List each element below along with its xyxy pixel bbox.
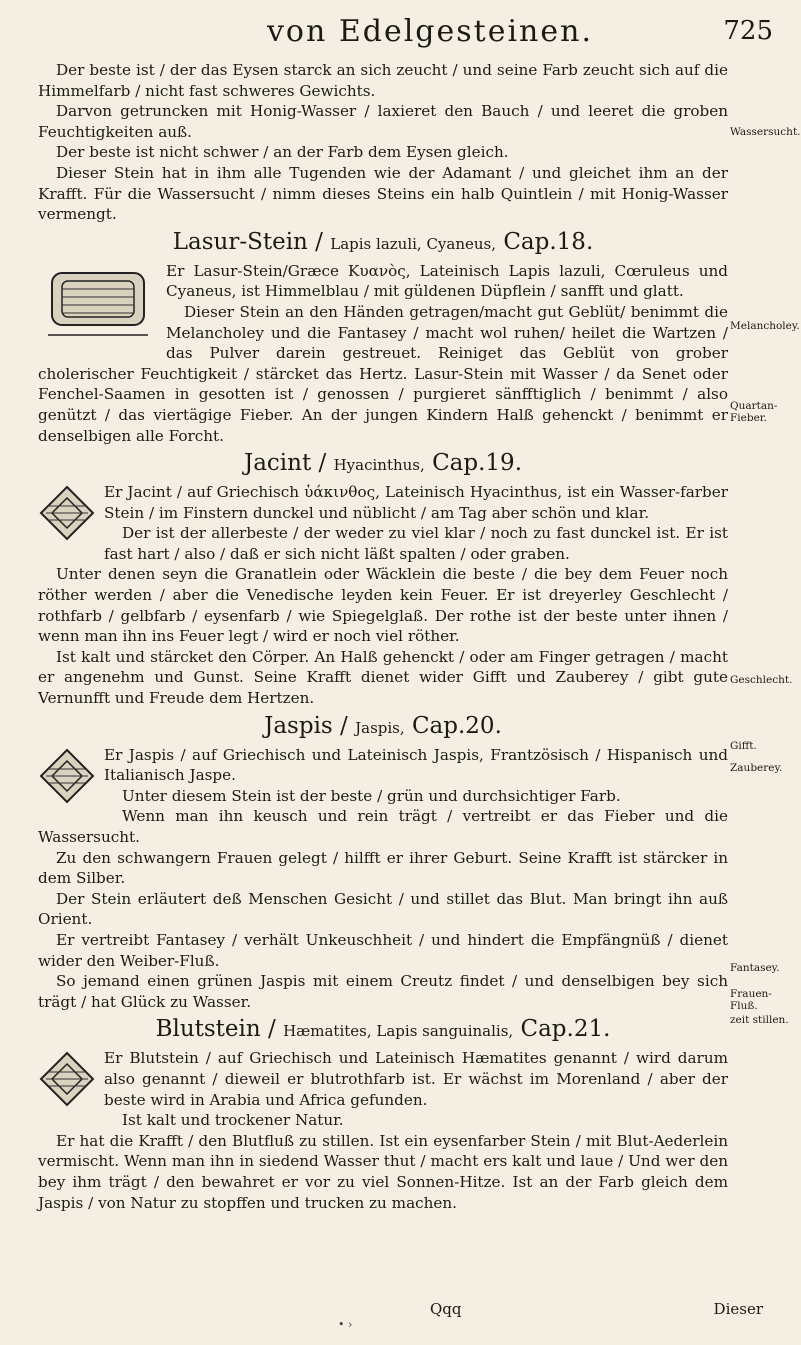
margin-note: Gifft. [730, 740, 757, 752]
paragraph: Er Lasur-Stein/Græce Κυανὸς, Lateinisch Lapis lazuli, Cœruleus und Cyaneus, ist Himmelblau / mit güldenen Düpflein / sanfft und glatt. [166, 261, 728, 301]
text-body [38, 60, 728, 1213]
paragraph: Er vertreibt Fantasey / verhält Unkeuschheit / und hindert die Empfängnüß / dienet wider den Weiber-Fluß. [38, 930, 728, 970]
chapter-title: Jaspis / [264, 712, 348, 739]
paragraph: Er Jaspis / auf Griechisch und Lateinisch Jaspis, Frantzösisch / Hispanisch und Italianisch Jaspe. [104, 745, 728, 785]
running-head: von Edelgesteinen. [266, 14, 593, 49]
chapter-number: Cap.19. [432, 450, 523, 477]
ink-smudge: • › [338, 1318, 353, 1331]
paragraph: Er Jacint / auf Griechisch ὑάκινθος, Lateinisch Hyacinthus, ist ein Wasser-farber Stein / im Finstern dunckel und nüblicht / am Tag aber schön und klar. [104, 483, 728, 522]
hyacinth-gem-illustration-icon [38, 484, 96, 542]
catchword: Dieser [713, 1300, 763, 1318]
paragraph: Wenn man ihn keusch und rein trägt / vertreibt er das Fieber und die Wassersucht. [38, 807, 728, 846]
paragraph: Der Stein erläutert deß Menschen Gesicht / und stillet das Blut. Man bringt ihn auß Orient. [38, 889, 728, 929]
margin-note: Geschlecht. [730, 674, 793, 686]
paragraph: Der beste ist nicht schwer / an der Farb dem Eysen gleich. [56, 143, 509, 162]
chapter-heading-18 [38, 228, 728, 258]
chapter-latin-name: Hæmatites, Lapis sanguinalis, [283, 1022, 514, 1041]
margin-note: Fantasey. [730, 962, 780, 974]
paragraph: Unter denen seyn die Granatlein oder Wäcklein die beste / die bey dem Feuer noch röther werden / aber die Venedische leyden kein Feuer. Er ist dreyerley Geschlecht / rothfarb / gelbfarb / eysenfarb / wie Spiegelglaß. Der rothe ist der beste unter ihnen / wenn man ihn ins Feuer legt / wird er noch viel röther. [38, 565, 728, 646]
margin-note: Wassersucht. [730, 126, 801, 138]
chapter-title: Lasur-Stein / [172, 228, 323, 255]
paragraph: Der beste ist / der das Eysen starck an sich zeucht / und seine Farb zeucht sich auf die Himmelfarb / nicht fast schweres Gewichts. [38, 61, 728, 100]
chapter-number: Cap.18. [503, 228, 594, 255]
chapter-number: Cap.20. [411, 712, 502, 739]
margin-note: Frauen-Fluß. [730, 988, 772, 1012]
chapter-latin-name: Lapis lazuli, Cyaneus, [330, 234, 497, 253]
page-footer [0, 1300, 801, 1330]
margin-note: zeit stillen. [730, 1014, 789, 1026]
paragraph: Er hat die Krafft / den Blutfluß zu stillen. Ist ein eysenfarber Stein / mit Blut-Aederlein vermischt. Wenn man ihn in siedend Wasser thut / macht ers kalt und laue / Und wer den bey ihm trägt / den bewahret er vor zu viel Sonnen-Hitze. Ist an der Farb gleich dem Jaspis / von Natur zu stopffen und trucken zu machen. [38, 1131, 728, 1212]
paragraph: Zu den schwangern Frauen gelegt / hilfft er ihrer Geburt. Seine Krafft ist stärcker in dem Silber. [38, 848, 728, 888]
chapter-latin-name: Jaspis, [355, 718, 405, 737]
signature-mark: Qqq [430, 1300, 462, 1318]
margin-note: Melancholey. [730, 320, 800, 332]
margin-note: Quartan-Fieber. [730, 400, 778, 424]
lapis-lazuli-illustration-icon [38, 263, 158, 345]
chapter-heading-20 [38, 712, 728, 742]
paragraph: Ist kalt und trockener Natur. [122, 1111, 344, 1130]
jasper-gem-illustration-icon [38, 747, 96, 805]
paragraph: Ist kalt und stärcket den Cörper. An Halß gehenckt / oder am Finger getragen / macht er angenehm und Gunst. Seine Krafft dienet wider Gifft und Zauberey / gibt gute Vernunfft und Freude dem Hertzen. [38, 647, 728, 708]
chapter-heading-19 [38, 449, 728, 479]
paragraph: Unter diesem Stein ist der beste / grün und durchsichtiger Farb. [122, 786, 621, 805]
page-number: 725 [723, 16, 773, 46]
paragraph: Dieser Stein an den Händen getragen/macht gut Geblüt/ benimmt die Melancholey und die Fantasey / macht wol ruhen/ heilet die Wartzen / das Pulver darein gestreuet. Reiniget das Geblüt von grober cholerischer Feuchtigkeit / stärcket das Hertz. Lasur-Stein mit Wasser / da Senet oder Fenchel-Saamen in gesotten ist / genossen / purgieret sänfftiglich / benimmt / also genützt / das viertägige Fieber. An der jungen Kindern Halß gehenckt / benimmt er denselbigen alle Forcht. [38, 302, 728, 445]
chapter-heading-21 [38, 1015, 728, 1045]
paragraph: Dieser Stein hat in ihm alle Tugenden wie der Adamant / und gleichet ihm an der Krafft. Für die Wassersucht / nimm dieses Steins ein halb Quintlein / mit Honig-Wasser vermengt. [38, 163, 728, 224]
chapter-latin-name: Hyacinthus, [333, 456, 425, 475]
margin-note: Zauberey. [730, 762, 783, 774]
bloodstone-gem-illustration-icon [38, 1050, 96, 1108]
paragraph: Der ist der allerbeste / der weder zu viel klar / noch zu fast dunckel ist. Er ist fast hart / also / daß er sich nicht läßt spalten / oder graben. [104, 524, 728, 563]
paragraph: Er Blutstein / auf Griechisch und Lateinisch Hæmatites genannt / wird darum also genannt / dieweil er blutrothfarb ist. Er wächst im Morenland / aber der beste wird in Arabia und Africa gefunden. [104, 1049, 728, 1109]
page-header [0, 14, 801, 54]
paragraph: Darvon getruncken mit Honig-Wasser / laxieret den Bauch / und leeret die groben Feuchtigkeiten auß. [38, 102, 728, 141]
chapter-title: Blutstein / [155, 1016, 276, 1043]
chapter-title: Jacint / [243, 450, 327, 477]
paragraph: So jemand einen grünen Jaspis mit einem Creutz findet / und denselbigen bey sich trägt / hat Glück zu Wasser. [38, 972, 728, 1011]
chapter-number: Cap.21. [520, 1016, 611, 1043]
